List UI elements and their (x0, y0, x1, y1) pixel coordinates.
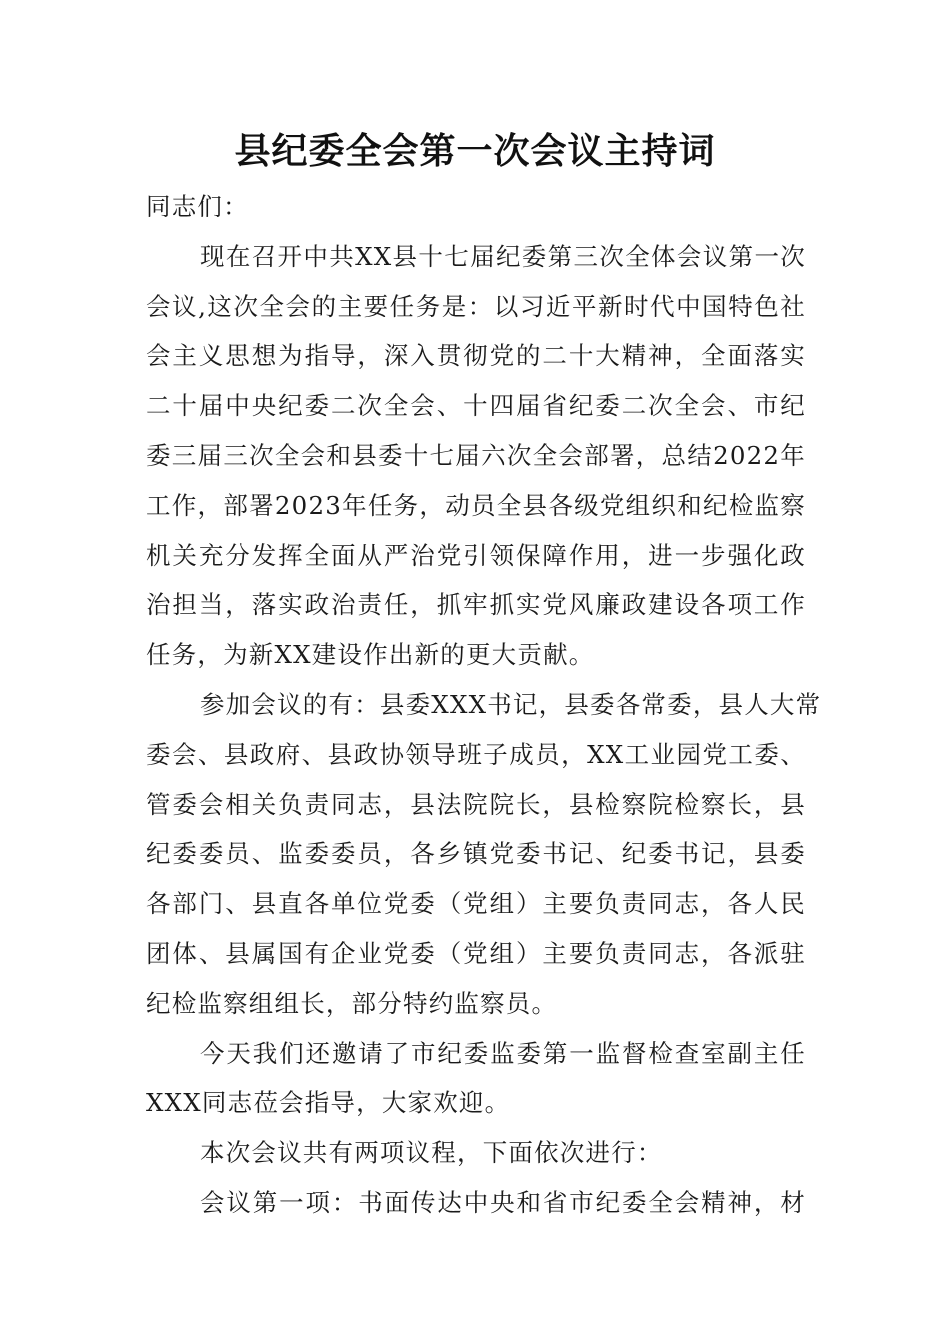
paragraph-line: 会主义思想为指导，深入贯彻党的二十大精神，全面落实 (146, 341, 806, 371)
paragraph-line: 会议,这次全会的主要任务是：以习近平新时代中国特色社 (146, 291, 806, 321)
paragraph-line: 会议第一项：书面传达中央和省市纪委全会精神，材 (200, 1187, 806, 1217)
paragraph-line: 机关充分发挥全面从严治党引领保障作用，进一步强化政 (146, 540, 806, 570)
paragraph-line: 治担当，落实政治责任，抓牢抓实党风廉政建设各项工作 (146, 590, 806, 620)
paragraph-line: 工作，部署2023年任务，动员全县各级党组织和纪检监察 (146, 490, 806, 520)
document-body (146, 182, 822, 1228)
paragraph-line: 团体、县属国有企业党委（党组）主要负责同志，各派驻 (146, 938, 806, 968)
greeting-line: 同志们： (146, 192, 249, 221)
paragraph-line: 任务，为新XX建设作出新的更大贡献。 (146, 640, 595, 670)
paragraph-line: XXX同志莅会指导，大家欢迎。 (146, 1088, 511, 1118)
paragraph-line: 现在召开中共XX县十七届纪委第三次全体会议第一次 (200, 241, 806, 271)
document-title: 县纪委全会第一次会议主持词 (234, 131, 716, 172)
paragraph-line: 各部门、县直各单位党委（党组）主要负责同志，各人民 (146, 889, 806, 919)
paragraph-line: 本次会议共有两项议程，下面依次进行： (200, 1138, 663, 1168)
paragraph-line: 纪委委员、监委委员，各乡镇党委书记、纪委书记，县委 (146, 839, 806, 869)
paragraph-line: 二十届中央纪委二次全会、十四届省纪委二次全会、市纪 (146, 391, 806, 421)
paragraph-line: 参加会议的有：县委XXX书记，县委各常委，县人大常 (200, 689, 822, 719)
paragraph-line: 纪检监察组组长，部分特约监察员。 (146, 988, 558, 1018)
paragraph-line: 委三届三次全会和县委十七届六次全会部署，总结2022年 (146, 440, 806, 470)
paragraph-line: 今天我们还邀请了市纪委监委第一监督检查室副主任 (200, 1038, 806, 1068)
paragraph-line: 委会、县政府、县政协领导班子成员，XX工业园党工委、 (146, 739, 806, 769)
paragraph-line: 管委会相关负责同志，县法院院长，县检察院检察长，县 (146, 789, 806, 819)
